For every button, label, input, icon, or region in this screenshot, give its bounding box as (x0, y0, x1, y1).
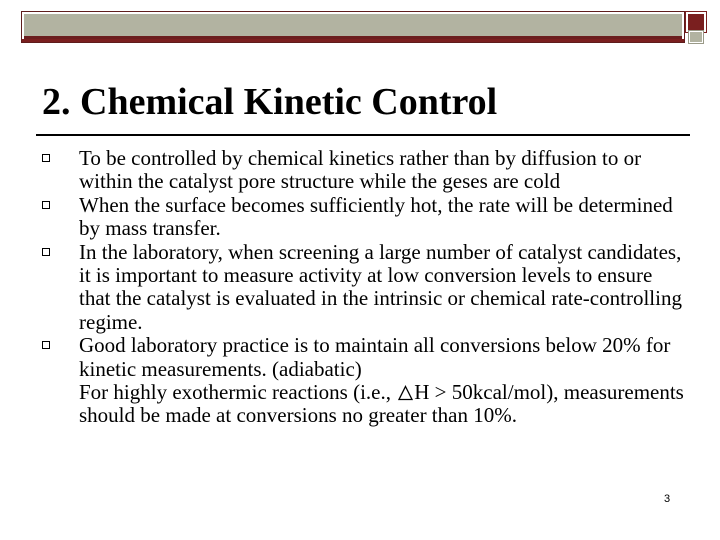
bullet-continuation-text (79, 381, 686, 428)
page-number: 3 (664, 493, 671, 505)
hollow-square-bullet-icon (42, 201, 50, 209)
continuation-before-delta: For highly exothermic reactions (i.e., (79, 380, 397, 405)
bullet-text: In the laboratory, when screening a large number of catalyst candidates, it is important to measure activity at low conversion levels to ensure that the catalyst is evaluated in the intrinsic or chemical rate-controlling regime. (79, 239, 682, 334)
title-underline-divider (36, 134, 690, 136)
hollow-square-bullet-icon (42, 341, 50, 349)
bullet-item (36, 194, 686, 241)
bullet-text: To be controlled by chemical kinetics rather than by diffusion to or within the catalyst pore structure while the geses are cold (79, 146, 642, 194)
header-corner-square-light (689, 31, 703, 43)
bullet-text: Good laboratory practice is to maintain all conversions below 20% for kinetic measurements. (adiabatic) (79, 333, 671, 381)
header-decoration-bar (22, 12, 684, 42)
bullet-item (36, 334, 686, 428)
bullet-list (36, 147, 686, 428)
continuation-after-delta: H > 50kcal/mol), measurements should be made at conversions no greater than 10%. (79, 380, 684, 428)
hollow-square-bullet-icon (42, 154, 50, 162)
header-corner-square-dark (686, 12, 706, 32)
bullet-item (36, 147, 686, 194)
bullet-text: When the surface becomes sufficiently hot, the rate will be determined by mass transfer. (79, 192, 673, 241)
hollow-square-bullet-icon (42, 248, 50, 256)
delta-triangle-icon (398, 385, 413, 401)
bullet-item (36, 241, 686, 335)
slide-title: 2. Chemical Kinetic Control (42, 81, 498, 123)
